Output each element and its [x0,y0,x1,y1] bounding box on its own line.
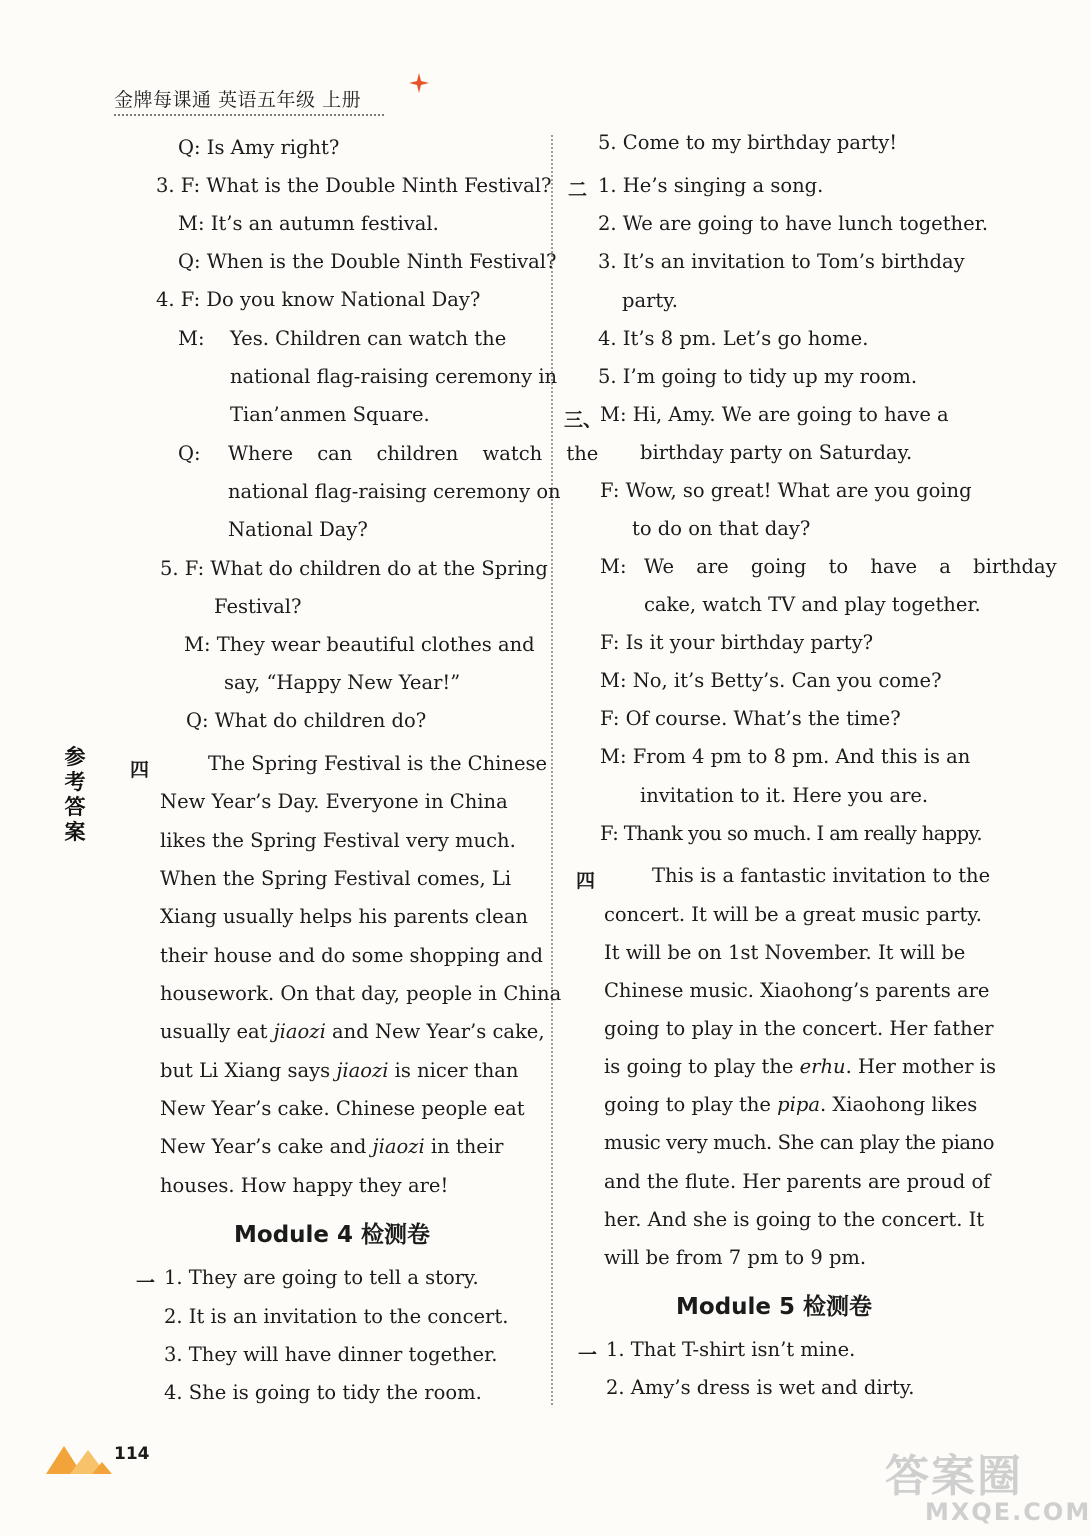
answer-line: M: They wear beautiful clothes and [184,633,535,656]
passage-line: houses. How happy they are! [160,1174,449,1197]
star-icon [408,72,430,94]
side-tab-char: 案 [64,820,86,844]
passage-line: will be from 7 pm to 9 pm. [604,1246,867,1269]
passage-line: but Li Xiang says jiaozi is nicer than [160,1059,519,1082]
dialogue-line: F: Thank you so much. I am really happy. [600,822,982,845]
speaker-label: Q: [178,442,201,465]
module-4-heading: Module 4 检测卷 [234,1222,431,1248]
answer-key-side-tab [60,745,90,845]
answer-line: 4. She is going to tidy the room. [164,1381,482,1404]
section-label: 一 [136,1272,156,1294]
answer-line: Festival? [214,595,302,618]
header-divider [114,114,384,116]
section-label: 三、 [564,409,603,431]
passage-line: and the flute. Her parents are proud of [604,1170,991,1193]
passage-line: music very much. She can play the piano [604,1131,995,1154]
page-header [114,80,414,120]
passage-line: New Year’s Day. Everyone in China [160,790,508,813]
dialogue-line: M: Hi, Amy. We are going to have a [600,403,949,426]
passage-line: The Spring Festival is the Chinese [208,752,548,775]
speaker-label: M: [178,327,205,350]
answer-line: 1. That T-shirt isn’t mine. [606,1338,856,1361]
answer-line: Q: What do children do? [186,709,427,732]
passage-line: her. And she is going to the concert. It [604,1208,985,1231]
side-tab-char: 参 [64,745,86,769]
dialogue-line: to do on that day? [632,517,811,540]
passage-line: concert. It will be a great music party. [604,903,982,926]
answer-line: 1. They are going to tell a story. [164,1266,479,1289]
watermark-logo: 答案圈 MXQE.COM [885,1451,1091,1526]
answer-line: 5. F: What do children do at the Spring [160,557,548,580]
passage-line: New Year’s cake. Chinese people eat [160,1097,525,1120]
passage-line: Chinese music. Xiaohong’s parents are [604,979,990,1002]
passage-line: This is a fantastic invitation to the [652,864,991,887]
passage-line: likes the Spring Festival very much. [160,829,516,852]
passage-line: going to play in the concert. Her father [604,1017,994,1040]
dialogue-line: birthday party on Saturday. [640,441,913,464]
side-tab-char: 答 [64,795,86,819]
dialogue-line: invitation to it. Here you are. [640,784,929,807]
answer-line: 2. It is an invitation to the concert. [164,1305,509,1328]
answer-line: national flag-raising ceremony on [228,480,561,503]
answer-line: National Day? [228,518,368,541]
answer-line: Where can children watch the [228,442,599,465]
answer-line: M: It’s an autumn festival. [178,212,439,235]
answer-line: Q: Is Amy right? [178,136,340,159]
answer-line: Q: When is the Double Ninth Festival? [178,250,557,273]
section-label: 四 [576,870,596,892]
side-tab-char: 考 [64,770,86,794]
answer-line: party. [622,289,678,312]
book-title: 金牌每课通 英语五年级 上册 [114,89,362,111]
dialogue-line: F: Of course. What’s the time? [600,707,901,730]
passage-line: When the Spring Festival comes, Li [160,867,512,890]
answer-line: 3. It’s an invitation to Tom’s birthday [598,250,965,273]
passage-line: is going to play the erhu. Her mother is [604,1055,996,1078]
passage-line: their house and do some shopping and [160,944,543,967]
dialogue-line: M: From 4 pm to 8 pm. And this is an [600,745,971,768]
dialogue-line: M: No, it’s Betty’s. Can you come? [600,669,942,692]
passage-line: Xiang usually helps his parents clean [160,905,528,928]
answer-line: 4. F: Do you know National Day? [156,288,481,311]
answer-line: national flag-raising ceremony in [230,365,558,388]
answer-line: 5. Come to my birthday party! [598,131,898,154]
answer-line: Tian’anmen Square. [230,403,430,426]
answer-line: 1. He’s singing a song. [598,174,824,197]
passage-line: going to play the pipa. Xiaohong likes [604,1093,978,1116]
mountain-icon [44,1440,116,1476]
column-divider [551,135,553,1405]
section-label: 四 [130,759,150,781]
answer-line: Yes. Children can watch the [230,327,507,350]
passage-line: New Year’s cake and jiaozi in their [160,1135,504,1158]
answer-line: 2. Amy’s dress is wet and dirty. [606,1376,915,1399]
passage-line: It will be on 1st November. It will be [604,941,966,964]
dialogue-line: F: Is it your birthday party? [600,631,874,654]
answer-line: 3. They will have dinner together. [164,1343,498,1366]
passage-line: housework. On that day, people in China [160,982,562,1005]
answer-line: 2. We are going to have lunch together. [598,212,989,235]
dialogue-line: We are going to have a birthday [644,555,1057,578]
answer-line: 3. F: What is the Double Ninth Festival? [156,174,552,197]
dialogue-line: F: Wow, so great! What are you going [600,479,972,502]
section-label: 一 [578,1344,598,1366]
page-number: 114 [114,1444,150,1464]
answer-line: say, “Happy New Year!” [224,671,461,694]
module-5-heading: Module 5 检测卷 [676,1294,873,1320]
dialogue-line: cake, watch TV and play together. [644,593,981,616]
section-label: 二 [568,179,588,201]
speaker-label: M: [600,555,627,578]
answer-line: 5. I’m going to tidy up my room. [598,365,918,388]
answer-line: 4. It’s 8 pm. Let’s go home. [598,327,869,350]
passage-line: usually eat jiaozi and New Year’s cake, [160,1020,545,1043]
